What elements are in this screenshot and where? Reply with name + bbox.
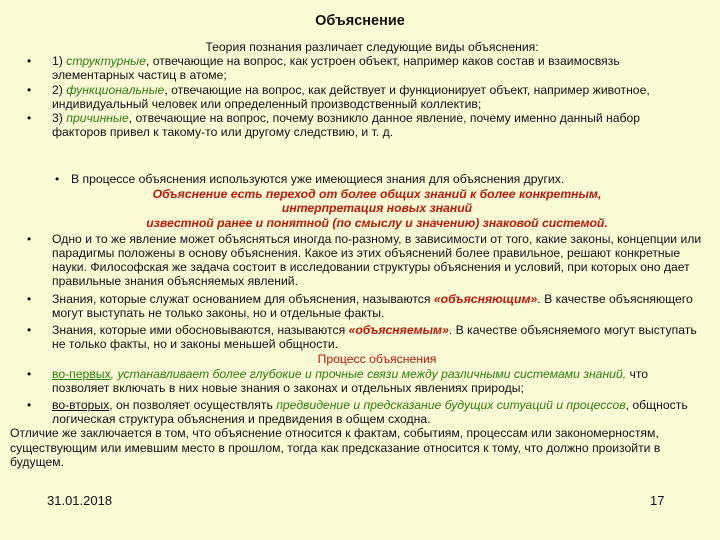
type-num: 3)	[52, 111, 63, 126]
definition	[52, 187, 702, 230]
process-note: • В процессе объяснения используются уже имеющиеся знания для объяснения других.	[55, 172, 565, 186]
term-explained: «объясняемым»	[348, 323, 449, 338]
slide-date: 31.01.2018	[47, 493, 113, 508]
type-item	[27, 111, 692, 140]
type-num: 2)	[52, 82, 63, 97]
bullet: •	[27, 398, 32, 413]
slide-title: Объяснение	[315, 13, 405, 29]
definition-line: известной ранее и понятной (по смыслу и значению) знаковой системой.	[146, 215, 608, 230]
bullet: •	[55, 172, 60, 186]
type-item	[27, 82, 692, 111]
paragraph-second: • во-вторых, он позволяет осуществлять предвидение и предсказание будущих ситуаций и процессов, общность логическая структура объяснения и предвидения в общем сходна.	[27, 398, 688, 427]
second-lead: во-вторых	[52, 398, 110, 413]
explanation-types	[27, 40, 692, 140]
type-term: причинные	[66, 111, 129, 126]
bullet: •	[27, 323, 32, 338]
process-heading: Процесс объяснения	[317, 352, 437, 367]
definition-line: Объяснение есть переход от более общих знаний к более конкретным,	[152, 187, 602, 202]
explanation-body	[10, 172, 702, 469]
paragraph-explaining: • Знания, которые служат основанием для объяснения, называются «объясняющим». В качестве объясняющего могут выступать не только законы, но и отдельные факты.	[27, 291, 693, 320]
bullet: •	[27, 82, 32, 97]
term-explaining: «объясняющим»	[433, 291, 538, 306]
type-item	[27, 54, 692, 83]
bullet: •	[27, 366, 32, 381]
paragraph-interpretations: • Одно и то же явление может объясняться иногда по-разному, в зависимости от того, какие законы, концепции или парадигмы положены в основу объяснения. Какое из этих объяснений более правильное, решают конкретные науки. Философская же задача состоит в исследовании структуры объяснения и условий, при которых оно дает правильные знания объясняемых явлений.	[27, 231, 702, 289]
bullet: •	[27, 111, 32, 126]
paragraph-first: • во-первых, устанавливает более глубокие и прочные связи между различными системами знаний, что позволяет включать в них новые знания о законах и отдельных явлениях природы;	[27, 366, 649, 395]
intro-text: Теория познания различает следующие виды объяснения:	[205, 40, 539, 54]
paragraph-explained: • Знания, которые ими обосновываются, называются «объясняемым». В качестве объясняемого могут выступать не только факты, но и законы меньшей общности.	[27, 323, 697, 352]
type-num: 1)	[52, 54, 63, 69]
bullet: •	[27, 291, 32, 306]
definition-line: интерпретация новых знаний	[281, 201, 473, 216]
type-term: структурные	[66, 54, 146, 69]
first-lead: во-первых	[52, 366, 111, 381]
type-text: , отвечающие на вопрос, почему возникло данное явление, почему именно данный набор факторов привел к такому-то или другому следствию, и т. д.	[52, 111, 641, 140]
bullet: •	[27, 231, 32, 246]
paragraph-difference: Отличие же заключается в том, что объяснение относится к фактам, событиям, процессам или закономерностям, существующим или имевшим место в прошлом, тогда как предсказание относится к тому, что должно произойти в будущем.	[10, 426, 661, 469]
page-number: 17	[650, 493, 665, 508]
type-term: функциональные	[66, 82, 165, 97]
type-text: , отвечающие на вопрос, как действует и функционирует объект, например животное, индивидуальный человек или определенный производственный коллектив;	[52, 82, 650, 111]
type-text: , отвечающие на вопрос, как устроен объект, например каков состав и взаимосвязь элементарных частиц в атоме;	[52, 54, 620, 83]
bullet: •	[27, 54, 32, 69]
